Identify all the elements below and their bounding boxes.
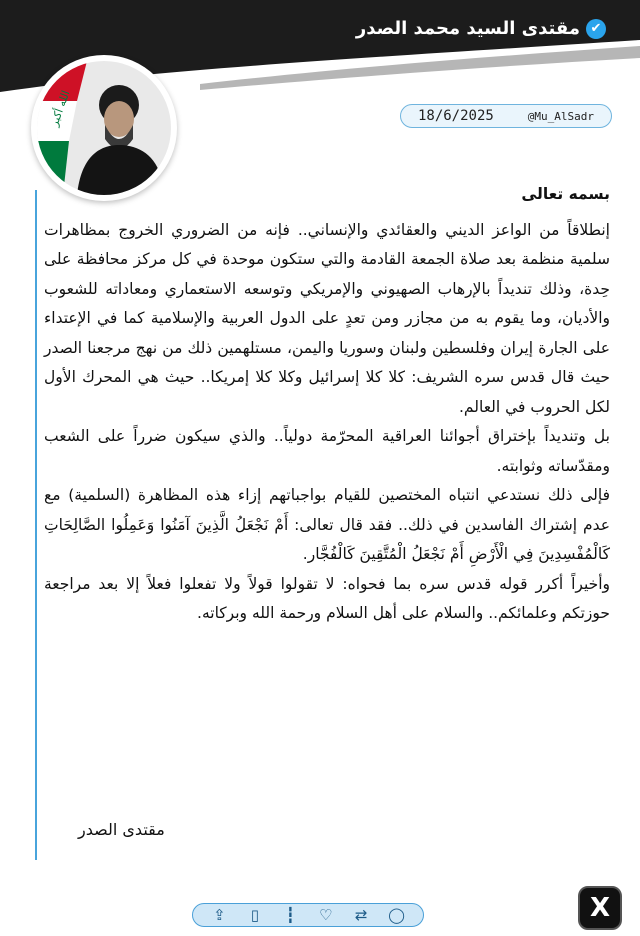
signature: مقتدى الصدر bbox=[78, 820, 165, 839]
views-icon[interactable]: ┇ bbox=[285, 906, 295, 924]
paragraph-2: بل وتنديداً بإختراق أجوائنا العراقية المحرّمة دولياً.. والذي سيكون ضرراً على الشعب ومقدّساته وثوابته. bbox=[44, 427, 610, 475]
account-name-text: مقتدى السيد محمد الصدر bbox=[355, 18, 580, 39]
share-icon[interactable]: ⇪ bbox=[213, 906, 226, 924]
avatar-image bbox=[37, 61, 171, 195]
left-divider bbox=[35, 190, 37, 860]
account-handle[interactable]: @Mu_AlSadr bbox=[527, 109, 595, 123]
account-name[interactable] bbox=[356, 18, 606, 39]
paragraph-1: إنطلاقاً من الواعز الديني والعقائدي والإنساني.. فإنه من الضروري الخروج بمظاهرات سلمية منظمة بعد صلاة الجمعة القادمة والتي ستكون موحدة في كل مركز محافظة على حِدة، وذلك تنديداً بالإرهاب الصهيوني والإمريكي وتوسعه الاستعماري ومعاداته للشعوب والأديان، وما يقوم به من مجازر ومن تعدٍ على الدول العربية والإسلامية كما في الإعتداء على الجارة إيران وفلسطين ولبنان وسوريا واليمن، مستلهمين ذلك من نهج مرجعنا الصدر حيث قال قدس سره الشريف: كلا كلا إسرائيل وكلا كلا إمريكا.. حيث هي المحرك الأول لكل الحروب في العالم. bbox=[44, 220, 610, 416]
paragraph-4: وأخيراً أكرر قوله قدس سره بما فحواه: لا تقولوا قولاً ولا تفعلوا فعلاً إلا بعد مراجعة حوزتكم وعلمائكم.. والسلام على أهل السلام ورحمة الله وبركاته. bbox=[44, 574, 610, 622]
post-meta bbox=[400, 104, 612, 128]
action-bar bbox=[192, 903, 424, 927]
verified-badge-icon: ✔ bbox=[586, 19, 606, 39]
x-logo-icon: X bbox=[578, 886, 622, 930]
bookmark-icon[interactable]: ▯ bbox=[250, 906, 259, 924]
retweet-icon[interactable]: ⇄ bbox=[354, 906, 368, 924]
basmala: بسمه تعالى bbox=[521, 185, 610, 203]
reply-icon[interactable]: ◯ bbox=[388, 906, 405, 924]
post-body bbox=[44, 180, 610, 629]
flag-text: الله أكبر bbox=[47, 88, 73, 129]
paragraph-3: فإلى ذلك نستدعي انتباه المختصين للقيام بواجباتهم إزاء هذه المظاهرة (السلمية) مع عدم إشتراك الفاسدين في ذلك.. فقد قال تعالى: أَمْ نَجْعَلُ الَّذِينَ آمَنُوا وَعَمِلُوا الصَّالِحَاتِ كَالْمُفْسِدِينَ فِي الْأَرْضِ أَمْ نَجْعَلُ الْمُتَّقِينَ كَالْفُجَّار. bbox=[44, 486, 610, 563]
like-icon[interactable]: ♡ bbox=[318, 906, 333, 924]
post-date: 18/6/2025 bbox=[417, 108, 494, 124]
